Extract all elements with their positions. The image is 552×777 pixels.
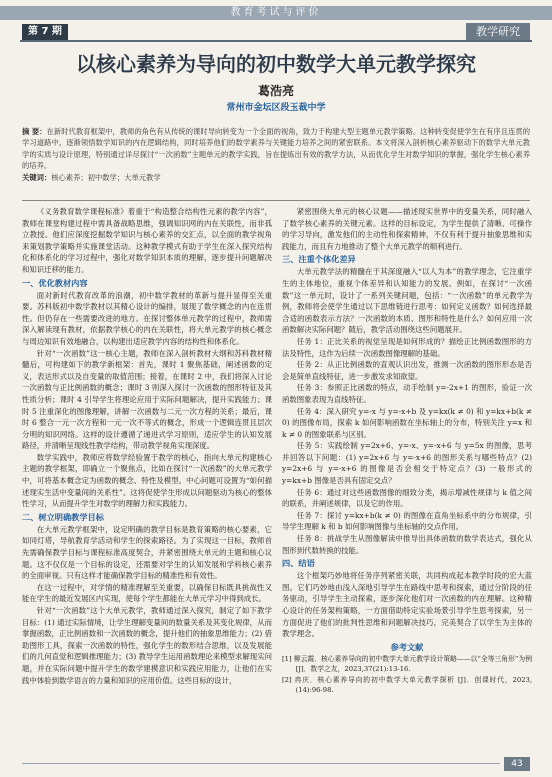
abstract-text: 在新时代教育框架中，教师的角色有从传统的课时导向转变为一个全面的视角，致力于构建大型主题单元教学策略。这种转变促使学生在有序且连贯的学习道路中，逐渐领悟数学知识的内在逻辑结构，同时培养他们的数学素养与关键能力培养之间的紧密联系。本文将深入剖析核心素养驱动下的数学大单元教学的实质与设计原理，特别通过详尽探讨“一次函数”主题单元的教学实践，旨在提炼出有效的教学方法，从而优化学生对数学知识的掌握，强化学生核心素养的培养。 [22,127,530,170]
body-paragraph: 针对“一次函数”这个大单元教学，教师通过深入探究，制定了如下教学目标：(1) 通过实际情境，让学生理解变量间的数量关系及其变化规律，从而掌握函数，正比例函数和一次函数的概念，提升他们的抽象思维能力；(2) 借助图形工具，探索一次函数的特性，强化学生的数形结合思维，以及发展能们的几何直觉和逻辑推理能力；(3) 教导学生运用函数理论来模型求解现实问题，并在实际问题中提升学生的数学建模意识和实践应用能力，让他们在实践中体验到数学语言的力量和知识的应用价值。这些目标的设计， [22,606,272,685]
reference-entry [282,675,532,696]
section-badge: 教学研究 [466,23,530,40]
body-column-left [22,206,272,756]
body-column-right [282,206,532,756]
body-paragraph: 任务 1：正比关系的视觉呈现是如何形成的？描绘正比例函数图形的方法及特性，这作为后续一次函数图像理解的基础。 [282,336,532,358]
body-paragraph: 任务 4：深入研究 y=-x 与 y=-x+b 及 y=kx(k ≠ 0) 和 y=kx+b(k ≠ 0) 的图像布局，探索 k 如何影响函数在坐标轴上的分布，特别关注 y=x 和 k ≠ 0 的图象联系与区别。 [282,406,532,439]
abstract-label: 摘 要： [22,127,47,136]
body-paragraph: 任务 8：挑战学生从图像解读中推导出具体函数的数学表达式，强化从图形到代数转换的技能。 [282,534,532,555]
body-paragraph: 在这一过程中，对学情的精准理解至关重要，以确保目标既具挑战性又能在学生的最近发展区内实现，使每个学生都能在大单元学习中得到成长。 [22,582,272,604]
references-heading: 参考文献 [390,641,424,652]
section-heading: 三、注重个体化差异 [282,254,356,265]
body-paragraph: 任务 7：探讨 y=kx+b(k ≠ 0) 的图像在直角坐标系中的分布规律，引导学生理解 k 和 b 如何影响图像与坐标轴的交点作用。 [282,510,532,532]
keywords-text: 核心素养；初中数学；大单元教学 [51,173,161,183]
body-paragraph: 大单元教学法的精髓在于其深度融入“以人为本”的教学理念，它注重学生的主体地位，重视个体差异和认知能力的发展。例如，在探讨“一次函数”这一单元时，设计了一系列关键问题，包括：“一次函数”的单元教学为例，教师将会使学生通过以下思维链进行思考：如何定义函数？如何选择最合适的函数表示方法？一次函数的本质、图形和特性是什么？如何应用一次函数解决实际问题？随后，教学活动围绕这些问题展开。 [282,267,532,335]
body-paragraph: 面对新时代教育改革的浪潮，初中数学教材的革新与提升显得至关重要。苏科版初中数学教材以其精心设计的编排，展现了数学概念的内在连贯性。但仍存在一些需要改进的地方。在探讨整体单元教学的过程中，教师需深入解读现有教材，依据教学核心的内在关联性，将大单元教学的核心概念与周边知识有效地融合，以构建出适应教学内容的结构性和体系化。 [22,290,272,346]
body-paragraph: 《义务教育数学课程标准》着重于“构造整合结构性元素的教学内容”，教师在课堂构建过程中需具备战略思维，强调知识网的内在关联性，而非孤立教授。他们应深度挖掘数学知识与核心素养的交汇点，以全面的教学视角来策划教学策略并实施课堂活动。这种教学模式有助于学生在深入探究结构化和体系化的学习过程中，强化对数学知识本质的理解，逐步提升问题解决和知识迁移的能力。 [22,207,272,274]
journal-band: 教育考试与评价 [0,6,552,20]
body-paragraph: 数学实践中，教师应将数学经验置于教学的核心，指向大单元构建核心主题的教学框架，即确立一个聚焦点，比如在探讨“一次函数”的大单元教学中，可将基本概念定为函数的概念、特性及模型。中心问题可设置为“如何描述现实生活中变量间的关系性”。这将促使学生形成以问题驱动为核心的整体性学习，从而提升学生对数学的理解力和实践能力。 [22,452,272,509]
reference-item: [1] 柳云霞．核心素养导向的初中数学大单元教学设计策略——以“全等三角形”为例 [J]．数学之友，2023,37(21):13-16. [282,654,532,674]
author-affiliation: 常州市金坛区段玉裁中学 [226,103,326,113]
body-paragraph: 任务 5：实践绘制 y=2x+6、y=-x、y=-x+6 与 y=5x 的图像，思考并回答以下问题：(1) y=2x+6 与 y=-x+6 的图形关系与哪些特点？(2) y=2x+6 与 y=-x+6 的图像是否会相交于特定点？(3) 一般形式的 y=kx+b 图像是否具有固定交点？ [282,441,532,486]
keywords-label: 关键词： [22,173,52,183]
article-title: 以核心素养为导向的初中数学大单元教学探究 [76,52,476,76]
body-paragraph: 任务 3：参照正比函数的特点，动手绘制 y=-2x+1 的图形，验证一次函数图象表现为直线特征。 [282,383,532,404]
section-heading: 四、结语 [282,558,315,569]
section-heading: 二、树立明确教学目标 [22,511,104,522]
abstract [22,126,530,183]
body-paragraph: 紧密围绕大单元的核心议题——描述现实世界中的变量关系，同时融入了数学核心素养的关键元素。这样的目标设定，为学生提供了清晰、可操作的学习导向，激发他们的主动性和探索精神，不仅有利于提升抽象思维和实践能力，而且有力地推动了整个大单元教学的顺利进行。 [282,207,532,251]
reference-item: [2] 冉庆．核心素养导向的初中数学大单元教学探析 [J]．创课时代，2023,(14):96-98. [282,675,532,695]
footer-rule [22,763,500,764]
keywords [22,172,530,183]
header-rule [20,40,532,42]
body-paragraph: 这个框架巧妙地将任务序列紧密关联，共同构成起本教学时段的宏大蓝图。它们巧妙地由浅入深地引导学生在路线中思考和探索，通过分阶段的任务驱动，引导学生主动探索，逐步深化他们对一次函数的内在理解。这种精心设计的任务架构策略，一方面借助特定实验场景引导学生思考探索，另一方面促进了他们的批判性思维和问题解决技巧，完美契合了以学生为主体的教学理念。 [282,571,532,639]
body-paragraph: 任务 6：通过对这些函数图像的细致分类，揭示增减性规律与 k 值之间的联系，并阐述规律，以及它的作用。 [282,487,532,509]
reference-entry [282,654,532,675]
author-name: 葛浩亮 [257,84,294,98]
section-heading: 一、优化教材内容 [22,277,88,288]
body-paragraph: 针对“一次函数”这一核心主题，教师在深入剖析教材大纲和苏科教材精髓后，可构建如下的教学新框架：首先，课时 1 聚焦基础，阐述函数的定义，表达形式以及自变量的取值范围；接着，在课时 2 中，我们将深入讨论一次函数与正比例函数的概念；课时 3 则深入探讨一次函数的图形特征及其性质分析；课时 4 引导学生将理论应用于实际问题解决，提升实践能力；课时 5 注重深化的图像理解，讲解一次函数与二元一次方程的关系；最后，课时 6 整合一元一次方程和一元一次不等式的概念，形成一个逻辑连贯且层次分明的知识网络。这样的设计遵循了递进式学习原则，适应学生的认知发展路径，并清晰呈现线性教学结构，带动教学视角实现深度。 [22,348,272,451]
issue-label: 第 7 期 [22,24,68,40]
body-paragraph: 任务 2：从正比例函数的直观认识出发，推测一次函数的图形形态是否会是简单直线特征，进一步激发求知欲望。 [282,360,532,381]
page-number: 43 [504,757,530,771]
abstract-divider [22,200,530,201]
body-paragraph: 在大单元教学框架中，设定明确的教学目标是教育策略的核心要素，它如同灯塔，导航教育学活动和学生的探索路径。为了实现这一目标，教师首先需确保教学目标与课程标准高度契合，并紧密围绕大单元的主题和核心议题。这不仅仅是一个目标的设定，还需要对学生的认知发展和学科核心素养的全面审视。只有这样才能确保教学目标的精准性和有效性。 [22,524,272,581]
